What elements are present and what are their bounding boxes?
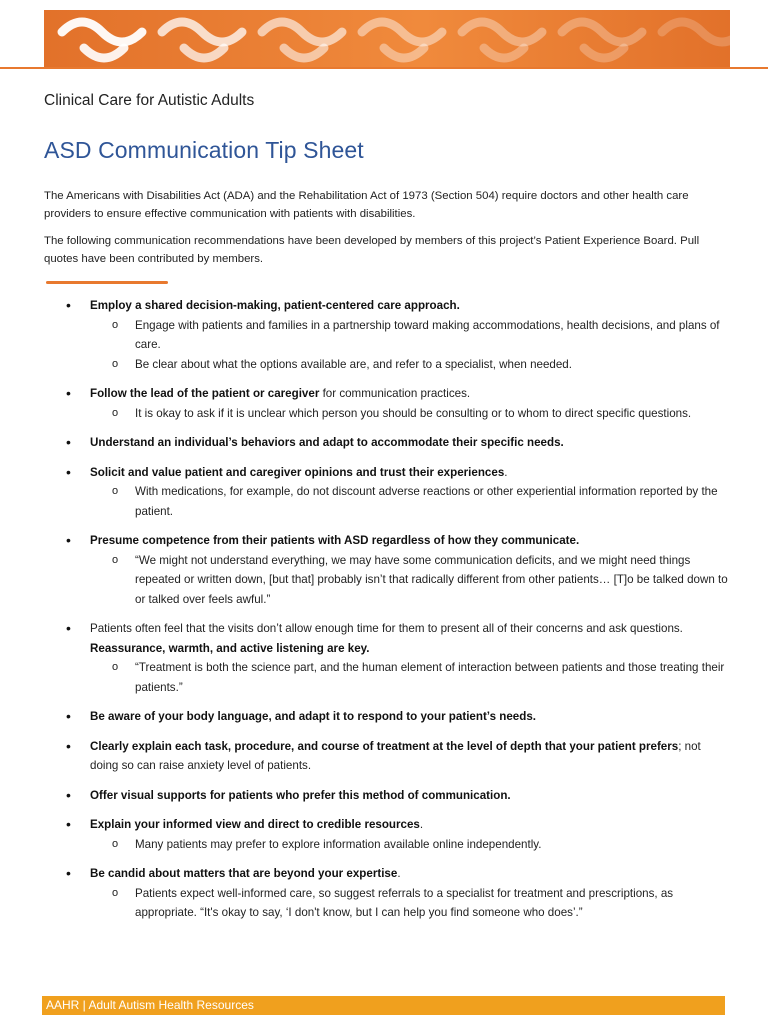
tip-lead: Clearly explain each task, procedure, and course of treatment at the level of depth that your patient prefers (90, 739, 679, 753)
tip-tail: . (419, 818, 424, 831)
subtip-list (90, 316, 730, 375)
circle-bullet-icon: o (112, 661, 119, 673)
bullet-icon: • (66, 865, 71, 881)
tip-lead: Understand an individual’s behaviors and adapt to accommodate their specific needs. (90, 436, 564, 449)
footer-text: AAHR | Adult Autism Health Resources (46, 998, 254, 1012)
subtip-text: Be clear about what the options available are, and refer to a specialist, when needed. (135, 357, 572, 371)
bullet-icon: • (66, 737, 71, 754)
bullet-icon: • (66, 816, 71, 832)
tip-item (60, 864, 730, 923)
circle-bullet-icon: o (112, 357, 119, 370)
intro-paragraph: The following communication recommendations have been developed by members of this project’s Patient Experience Board. Pull quotes have been contributed by members. (44, 235, 700, 265)
subtip-item (90, 551, 730, 610)
subtip-list (90, 884, 730, 923)
subtip-item (90, 482, 730, 521)
tip-item (60, 707, 730, 727)
subtip-text: “We might not understand everything, we may have some communication deficits, and we might need things repeated or written down, [but that] probably isn’t that radically different from other patients… [T]o be talked down to or talked over feels awful.” (135, 553, 728, 606)
bullet-icon: • (66, 532, 71, 548)
subtip-text: With medications, for example, do not discount adverse reactions or other experiential information reported by the patient. (135, 485, 718, 518)
tip-lead: Solicit and value patient and caregiver opinions and trust their experiences (90, 465, 505, 479)
circle-bullet-icon: o (112, 837, 119, 850)
header-banner (44, 10, 730, 67)
tip-item (60, 384, 730, 423)
circle-bullet-icon: o (112, 318, 119, 331)
tip-item (60, 815, 730, 854)
header-rule (0, 67, 768, 69)
subtip-text: Engage with patients and families in a partnership toward making accommodations, health decisions, and plans of care. (135, 318, 720, 351)
tip-tail: ; not doing so can raise anxiety level of patients. (90, 739, 701, 772)
subtip-text: Many patients may prefer to explore information available online independently. (135, 837, 542, 851)
tip-lead: Be aware of your body language, and adapt it to respond to your patient’s needs. (90, 710, 536, 723)
subtip-list (90, 658, 730, 697)
subtip-list (90, 482, 730, 521)
circle-bullet-icon: o (112, 553, 119, 566)
bullet-icon: • (66, 620, 71, 636)
tip-text: Patients often feel that the visits don’t allow enough time for them to present all of their concerns and ask questions. (90, 622, 683, 635)
tip-item (60, 786, 730, 806)
subtip-list (90, 551, 730, 610)
tip-lead: Employ a shared decision-making, patient-centered care approach. (90, 299, 460, 312)
tip-item (60, 433, 730, 453)
circle-bullet-icon: o (112, 485, 119, 497)
bullet-icon: • (66, 708, 71, 724)
subtip-item (90, 355, 730, 375)
subtip-text: It is okay to ask if it is unclear which person you should be consulting or to whom to direct specific questions. (135, 406, 692, 420)
bullet-icon: • (66, 385, 71, 401)
subtip-list (90, 404, 730, 424)
tip-item (60, 296, 730, 374)
subtip-list (90, 835, 730, 855)
bullet-icon: • (66, 297, 71, 313)
tip-tail: . (504, 465, 508, 479)
tip-lead: Explain your informed view and direct to credible resources (90, 818, 420, 831)
document-kicker: Clinical Care for Autistic Adults (44, 92, 255, 109)
subtip-item (90, 884, 730, 923)
tip-lead: Presume competence from their patients with ASD regardless of how they communicate. (90, 534, 580, 547)
tip-item (60, 463, 730, 522)
subtip-item (90, 404, 730, 424)
bullet-icon: • (66, 463, 71, 480)
subtip-text: Patients expect well-informed care, so suggest referrals to a specialist for treatment and prescriptions, as appropriate. “It's okay to say, ‘I don't know, but I can help you find someone who does’.” (135, 886, 674, 919)
subtip-text: “Treatment is both the science part, and the human element of interaction between patients and those treating their patients.” (135, 661, 725, 694)
tip-lead: Be candid about matters that are beyond your expertise (90, 867, 398, 880)
tip-lead: Follow the lead of the patient or caregiver (90, 387, 320, 400)
tip-tail: . (397, 867, 401, 880)
tip-tail: for communication practices. (319, 387, 471, 400)
tip-item (60, 737, 730, 776)
intro-paragraph: The Americans with Disabilities Act (ADA) and the Rehabilitation Act of 1973 (Section 504) require doctors and other health care providers to ensure effective communication with patients with disabilities. (44, 190, 689, 220)
tip-list (60, 296, 730, 933)
footer-bar (42, 996, 725, 1015)
circle-bullet-icon: o (112, 886, 119, 899)
section-divider (46, 281, 168, 284)
tip-emphasis: Reassurance, warmth, and active listening are key. (90, 641, 370, 655)
subtip-item (90, 316, 730, 355)
document-title: ASD Communication Tip Sheet (44, 137, 364, 163)
tip-item (60, 531, 730, 609)
bullet-icon: • (66, 786, 71, 803)
tip-item (60, 619, 730, 697)
subtip-item (90, 658, 730, 697)
bullet-icon: • (66, 434, 71, 450)
subtip-item (90, 835, 730, 855)
circle-bullet-icon: o (112, 406, 119, 419)
tip-lead: Offer visual supports for patients who prefer this method of communication. (90, 788, 511, 802)
